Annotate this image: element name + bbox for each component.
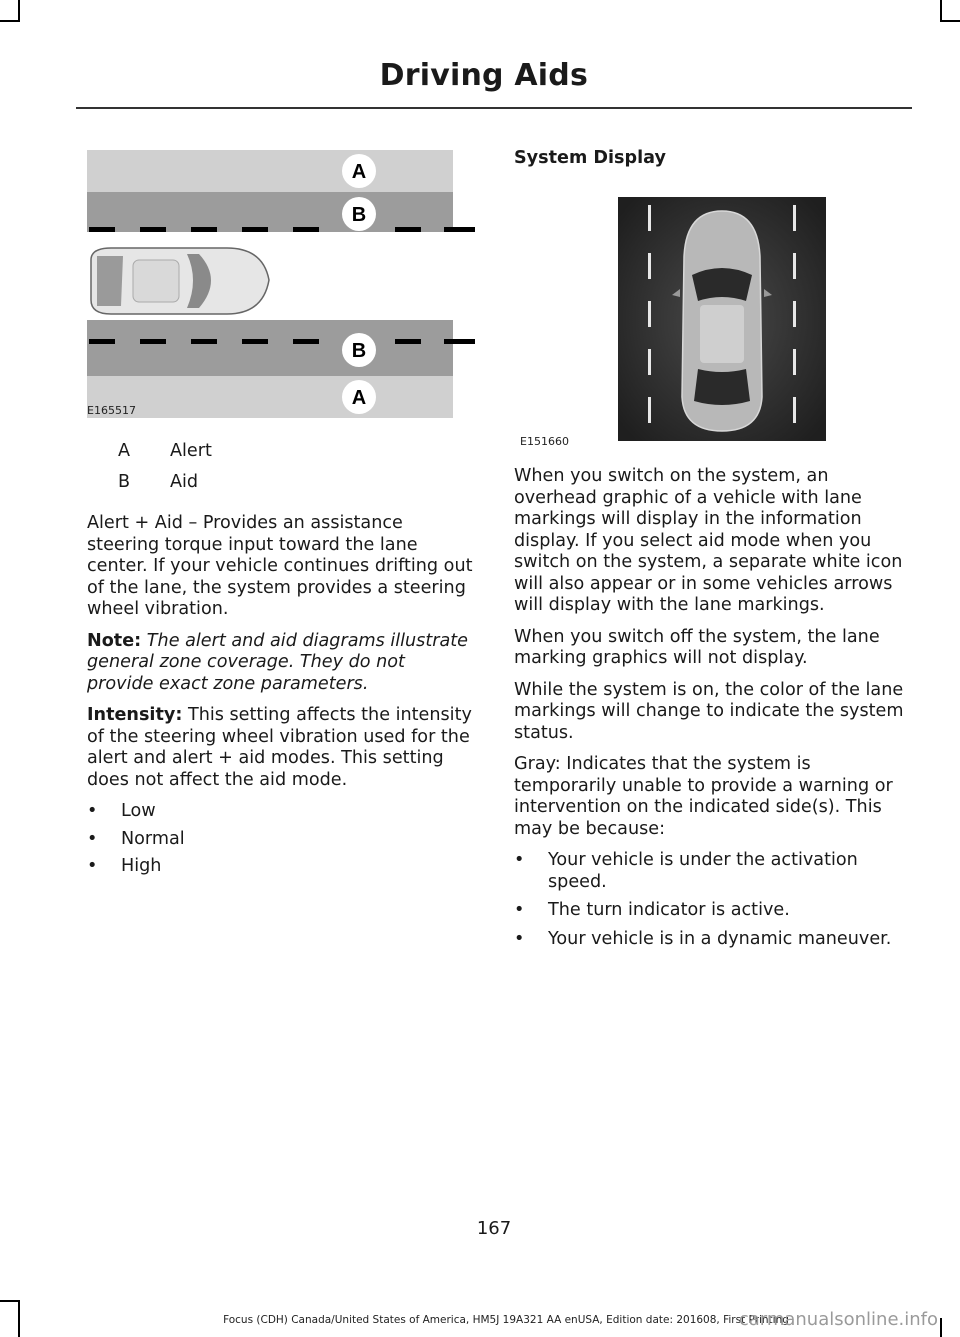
lane-zone-diagram xyxy=(87,148,475,420)
intensity-options-list xyxy=(87,801,475,878)
svg-text:B: B xyxy=(351,204,367,226)
body-paragraph: When you switch on the system, an overhead graphic of a vehicle with lane markings will display in the information display. If you select aid mode when you switch on the system, a separate white icon will also appear or in some vehicles arrows will display with the lane markings. xyxy=(514,466,903,615)
header-divider xyxy=(76,107,912,109)
footer-text: Focus (CDH) Canada/United States of America, HM5J 19A321 AA enUSA, Edition date: 201608, First Printing xyxy=(223,1314,789,1326)
gray-status-reasons-list xyxy=(514,850,906,950)
svg-text:B: B xyxy=(351,340,367,362)
body-paragraph: Alert + Aid – Provides an assistance steering torque input toward the lane center. If your vehicle continues drifting out of the lane, the system provides a steering wheel vibration. xyxy=(87,513,473,619)
body-paragraph: While the system is on, the color of the lane markings will change to indicate the system status. xyxy=(514,679,904,743)
legend-text: Alert xyxy=(170,441,212,461)
list-item: • Normal xyxy=(87,828,185,849)
zone-label-b-top xyxy=(342,197,376,231)
svg-text:A: A xyxy=(351,161,367,183)
car-top-view-icon xyxy=(91,248,269,314)
zone-label-b-bottom xyxy=(342,333,376,367)
bullet-icon: • xyxy=(514,850,525,870)
note-label: Note: xyxy=(87,630,142,651)
list-item: • Low xyxy=(87,801,156,821)
bullet-icon: • xyxy=(514,900,525,920)
zone-label-a-bottom xyxy=(342,380,376,414)
svg-text:A: A xyxy=(351,387,367,409)
legend-letter: B xyxy=(118,472,131,492)
bullet-icon: • xyxy=(87,856,98,876)
bullet-icon: • xyxy=(87,801,98,821)
list-item: • Your vehicle is under the activation speed. xyxy=(514,850,858,892)
alert-zone-bottom xyxy=(87,376,453,418)
legend-letter: A xyxy=(118,441,131,461)
figure-code: E151660 xyxy=(520,435,569,448)
note-paragraph xyxy=(87,631,475,696)
page-number: 167 xyxy=(476,1218,512,1239)
system-display-graphic xyxy=(618,197,826,441)
body-paragraph: Gray: Indicates that the system is temporarily unable to provide a warning or intervention on the indicated side(s). This may be because: xyxy=(514,754,893,839)
note-text: The alert and aid diagrams illustrate general zone coverage. They do not provide exact zone parameters. xyxy=(87,630,468,694)
list-item: • Your vehicle is in a dynamic maneuver. xyxy=(514,928,892,949)
watermark: carmanualsonline.info xyxy=(738,1309,938,1330)
bullet-icon: • xyxy=(514,928,525,949)
section-heading: System Display xyxy=(514,148,666,168)
intensity-label: Intensity: xyxy=(87,705,183,725)
page-title: Driving Aids xyxy=(379,58,588,93)
list-item: • The turn indicator is active. xyxy=(514,900,790,920)
aid-zone-bottom xyxy=(87,320,453,376)
crop-mark xyxy=(18,0,20,22)
crop-mark xyxy=(940,20,960,22)
intensity-paragraph xyxy=(87,705,475,791)
alert-zone-top xyxy=(87,150,453,192)
list-item: • High xyxy=(87,856,162,876)
zone-label-a-top xyxy=(342,154,376,188)
legend-text: Aid xyxy=(170,472,199,492)
crop-mark xyxy=(0,1300,20,1302)
crop-mark xyxy=(0,20,20,22)
body-paragraph: When you switch off the system, the lane marking graphics will not display. xyxy=(514,626,880,668)
figure-code: E165517 xyxy=(87,404,136,417)
bullet-icon: • xyxy=(87,828,98,849)
crop-mark xyxy=(940,0,942,22)
vehicle-overhead-icon xyxy=(672,211,772,431)
aid-zone-top xyxy=(87,192,453,232)
intensity-text: This setting affects the intensity of the steering wheel vibration used for the alert and alert + aid modes. This setting does not affect the aid mode. xyxy=(87,705,472,790)
